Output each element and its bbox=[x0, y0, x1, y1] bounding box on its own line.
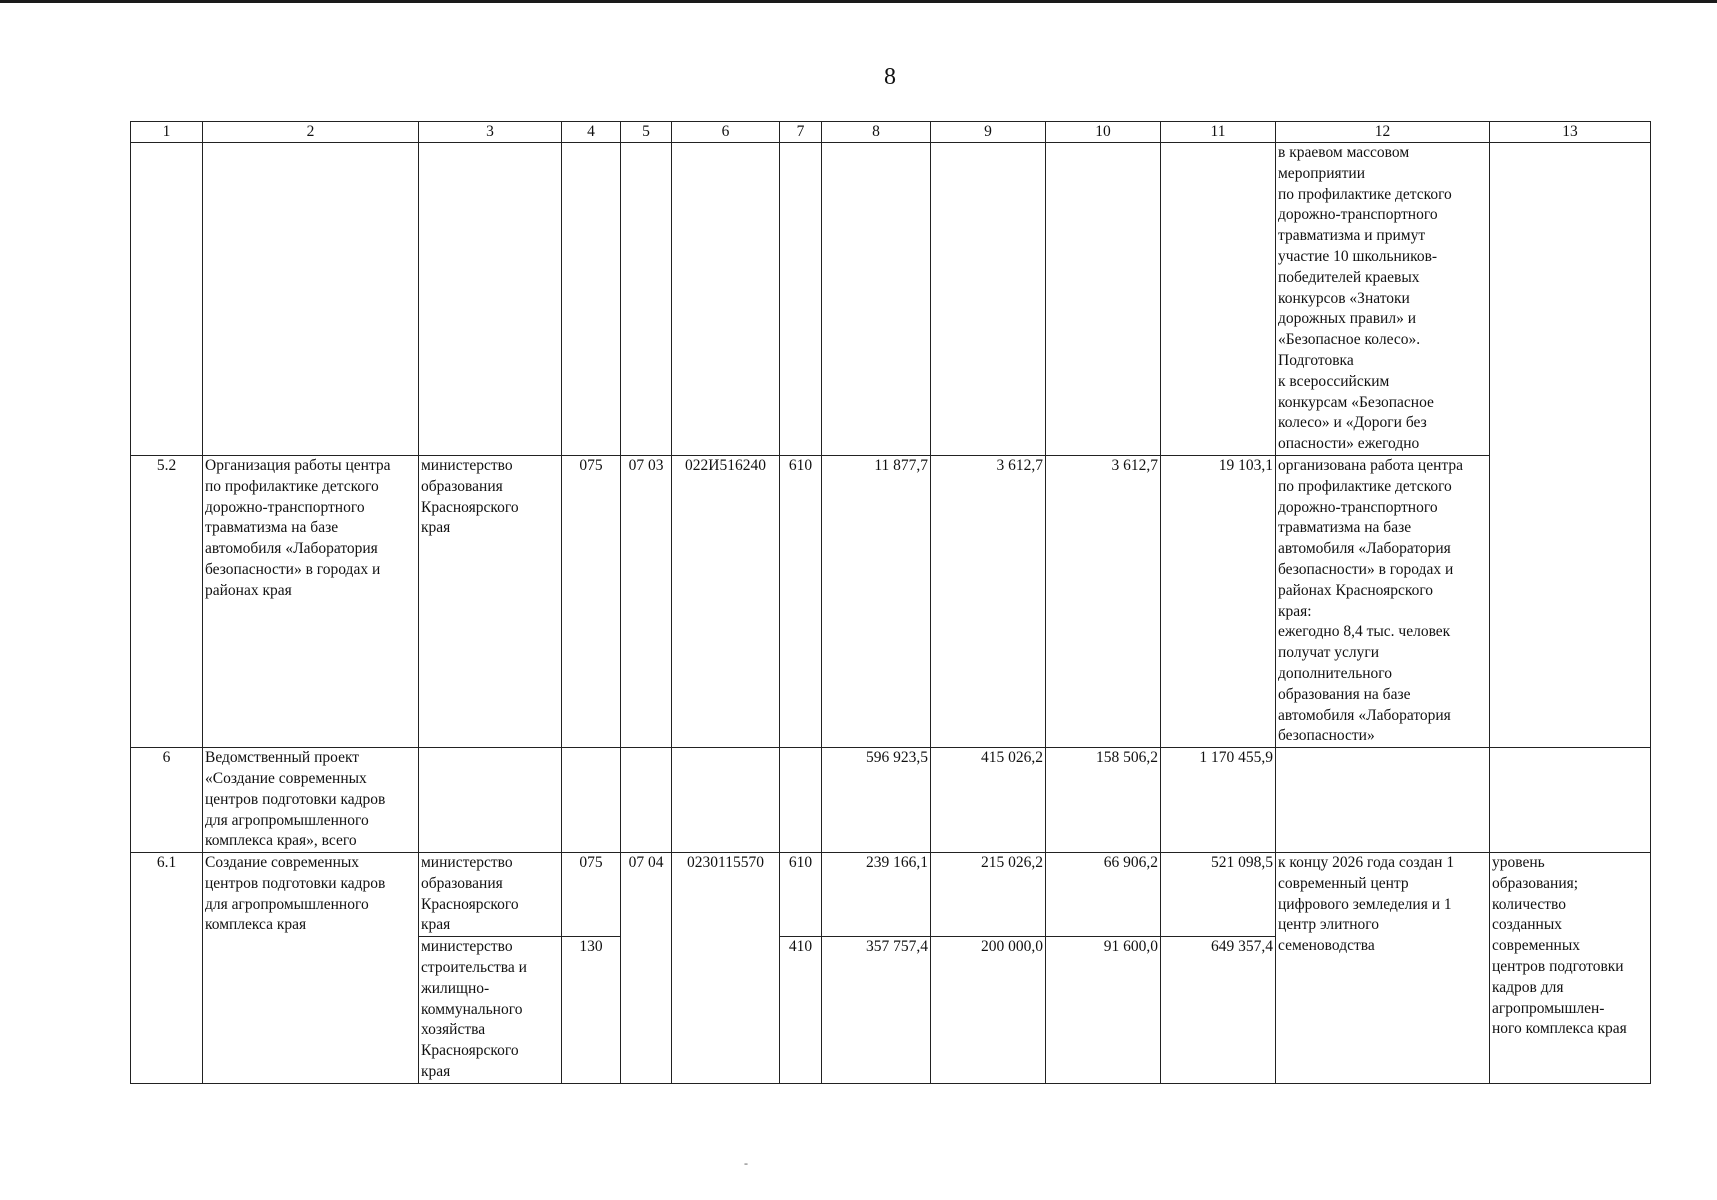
total-amount-cell: 649 357,4 bbox=[1161, 937, 1276, 1084]
amount-cell: 3 612,7 bbox=[931, 455, 1046, 747]
column-header: 3 bbox=[419, 122, 562, 143]
executor-cell: министерство образования Красноярского края bbox=[419, 853, 562, 937]
row-number-cell: 6 bbox=[131, 748, 203, 853]
column-header: 2 bbox=[203, 122, 419, 143]
gov-code-cell: 075 bbox=[562, 455, 621, 747]
row-number-cell: 5.2 bbox=[131, 455, 203, 747]
expected-result-cell: организована работа центра по профилактике детского дорожно-транспортного травматизма на базе автомобиля «Лаборатория безопасности» в городах и районах Красноярского края: ежегодно 8,4 тыс. человек получат услуги дополнительного образования на базе автомобиля «Лаборатория безопасности» bbox=[1276, 455, 1490, 747]
column-number-header-row bbox=[131, 122, 1651, 143]
amount-cell: 3 612,7 bbox=[1046, 455, 1161, 747]
expected-result-cell: к концу 2026 года создан 1 современный центр цифрового земледелия и 1 центр элитного семеноводства bbox=[1276, 853, 1490, 1084]
indicator-cell: уровень образования; количество созданных современных центров подготовки кадров для агропромышлен- ного комплекса края bbox=[1490, 853, 1651, 1084]
amount-cell: 357 757,4 bbox=[822, 937, 931, 1084]
table-row-continuation bbox=[131, 143, 1651, 456]
column-header: 5 bbox=[621, 122, 672, 143]
expense-type-cell: 410 bbox=[780, 937, 822, 1084]
total-amount-cell: 19 103,1 bbox=[1161, 455, 1276, 747]
activity-name-cell: Организация работы центра по профилактике детского дорожно-транспортного травматизма на базе автомобиля «Лаборатория безопасности» в городах и районах края bbox=[203, 455, 419, 747]
amount-cell: 66 906,2 bbox=[1046, 853, 1161, 937]
executor-cell: министерство строительства и жилищно- коммунального хозяйства Красноярского края bbox=[419, 937, 562, 1084]
table-row-6 bbox=[131, 748, 1651, 853]
column-header: 8 bbox=[822, 122, 931, 143]
column-header: 4 bbox=[562, 122, 621, 143]
column-header: 10 bbox=[1046, 122, 1161, 143]
amount-cell: 415 026,2 bbox=[931, 748, 1046, 853]
activity-name-cell: Ведомственный проект «Создание современных центров подготовки кадров для агропромышленного комплекса края», всего bbox=[203, 748, 419, 853]
section-code-cell: 07 03 bbox=[621, 455, 672, 747]
table-row-5-2 bbox=[131, 455, 1651, 747]
gov-code-cell: 130 bbox=[562, 937, 621, 1084]
budget-table bbox=[130, 121, 1651, 1084]
executor-cell: министерство образования Красноярского края bbox=[419, 455, 562, 747]
column-header: 1 bbox=[131, 122, 203, 143]
amount-cell: 91 600,0 bbox=[1046, 937, 1161, 1084]
expense-type-cell: 610 bbox=[780, 455, 822, 747]
column-header: 13 bbox=[1490, 122, 1651, 143]
expected-result-cell: в краевом массовом мероприятии по профилактике детского дорожно-транспортного травматизма и примут участие 10 школьников- победителей краевых конкурсов «Знатоки дорожных правил» и «Безопасное колесо». Подготовка к всероссийским конкурсам «Безопасное колесо» и «Дороги без опасности» ежегодно bbox=[1276, 143, 1490, 456]
target-article-cell: 022И516240 bbox=[672, 455, 780, 747]
total-amount-cell: 1 170 455,9 bbox=[1161, 748, 1276, 853]
row-number-cell: 6.1 bbox=[131, 853, 203, 1084]
column-header: 12 bbox=[1276, 122, 1490, 143]
gov-code-cell: 075 bbox=[562, 853, 621, 937]
total-amount-cell: 521 098,5 bbox=[1161, 853, 1276, 937]
amount-cell: 158 506,2 bbox=[1046, 748, 1161, 853]
activity-name-cell: Создание современных центров подготовки кадров для агропромышленного комплекса края bbox=[203, 853, 419, 1084]
amount-cell: 11 877,7 bbox=[822, 455, 931, 747]
page-number: 8 bbox=[884, 64, 896, 90]
column-header: 9 bbox=[931, 122, 1046, 143]
table-row-6-1 bbox=[131, 853, 1651, 937]
column-header: 11 bbox=[1161, 122, 1276, 143]
expense-type-cell: 610 bbox=[780, 853, 822, 937]
scan-speck: - bbox=[744, 1156, 748, 1170]
amount-cell: 200 000,0 bbox=[931, 937, 1046, 1084]
column-header: 7 bbox=[780, 122, 822, 143]
top-border-line bbox=[0, 0, 1717, 3]
amount-cell: 596 923,5 bbox=[822, 748, 931, 853]
indicator-cell bbox=[1490, 143, 1651, 748]
section-code-cell: 07 04 bbox=[621, 853, 672, 1084]
target-article-cell: 0230115570 bbox=[672, 853, 780, 1084]
amount-cell: 239 166,1 bbox=[822, 853, 931, 937]
column-header: 6 bbox=[672, 122, 780, 143]
amount-cell: 215 026,2 bbox=[931, 853, 1046, 937]
